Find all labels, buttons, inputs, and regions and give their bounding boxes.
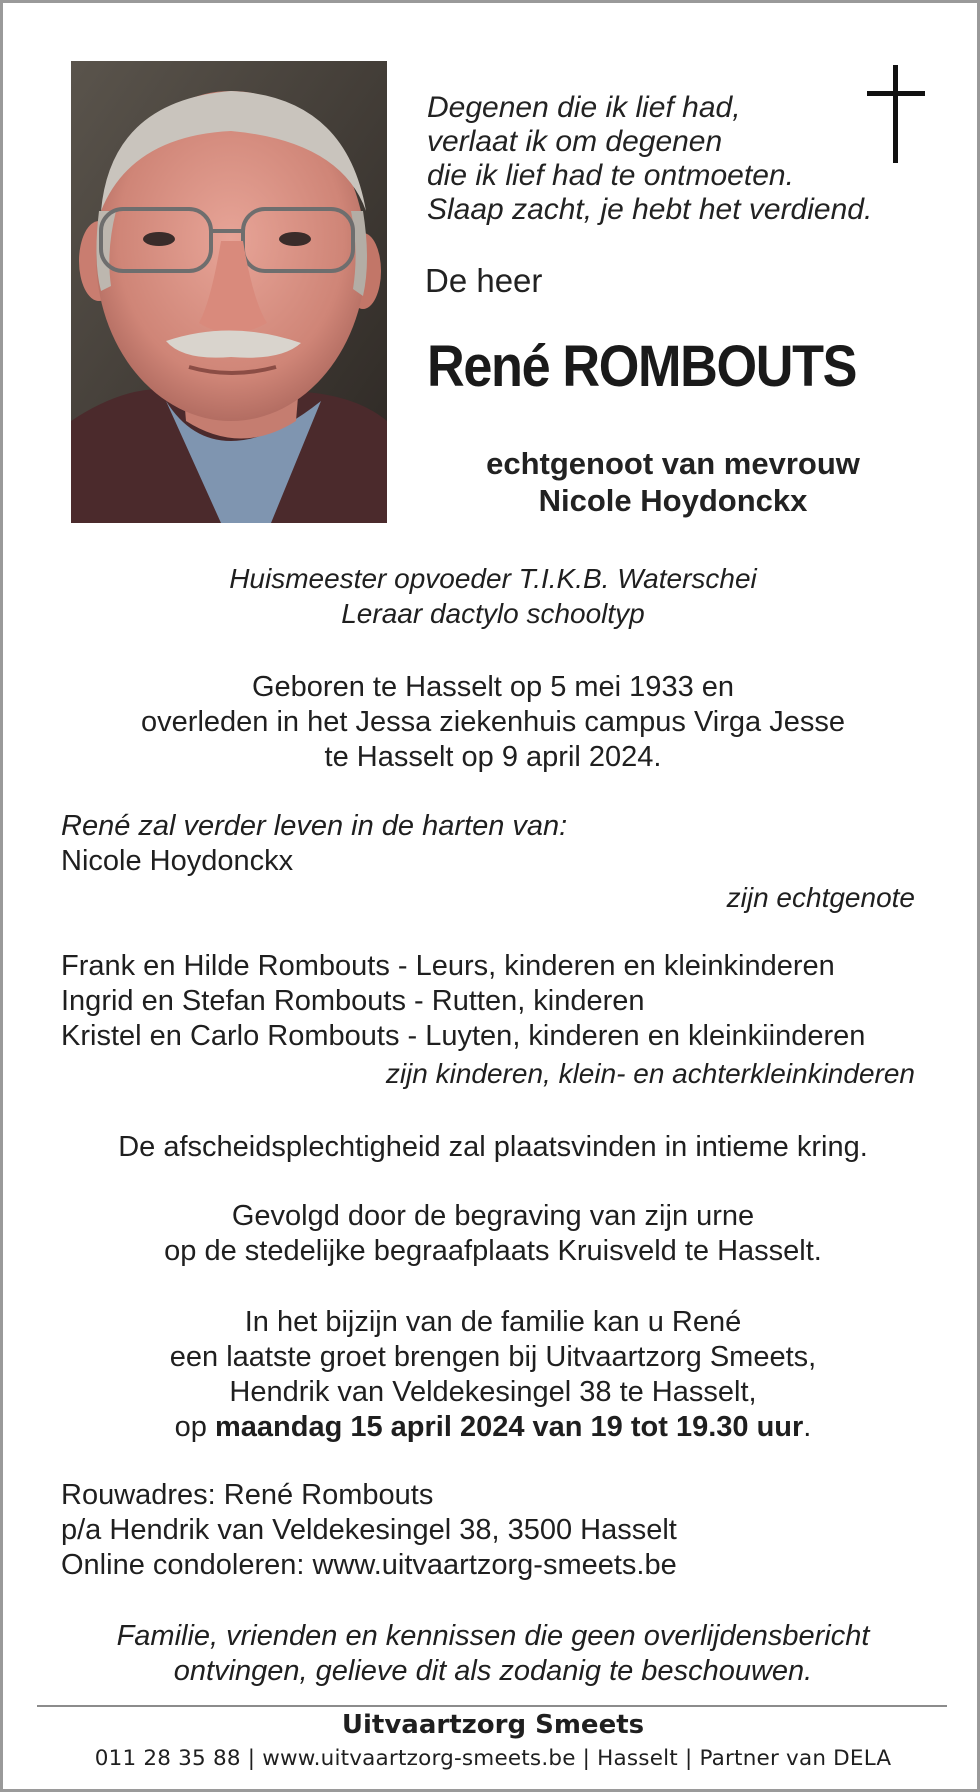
spouse-mention bbox=[403, 445, 943, 519]
survivor-spouse-role: zijn echtgenote bbox=[726, 882, 915, 913]
poem-line: die ik lief had te ontmoeten. bbox=[427, 159, 794, 192]
visitation-datetime: maandag 15 april 2024 van 19 tot 19.30 uur bbox=[214, 1411, 804, 1443]
survivor-spouse-name: Nicole Hoydonckx bbox=[61, 845, 294, 877]
burial-line: Gevolgd door de begraving van zijn urne bbox=[231, 1200, 755, 1232]
spouse-line: echtgenoot van mevrouw bbox=[486, 446, 860, 481]
honorific: De heer bbox=[425, 262, 543, 299]
child-family: Kristel en Carlo Rombouts - Luyten, kinderen en kleinkiinderen bbox=[61, 1020, 866, 1052]
birth-death-info bbox=[43, 670, 943, 775]
visitation-datetime-line bbox=[43, 1410, 943, 1445]
burial-line: op de stedelijke begraafplaats Kruisveld te Hasselt. bbox=[164, 1235, 822, 1267]
portrait-image bbox=[71, 61, 387, 523]
funeral-home-name: Uitvaartzorg Smeets bbox=[341, 1710, 645, 1740]
spouse-name: Nicole Hoydonckx bbox=[538, 483, 808, 518]
visitation-line: een laatste groet brengen bij Uitvaartzorg Smeets, bbox=[169, 1341, 817, 1373]
birth-death-line: te Hasselt op 9 april 2024. bbox=[324, 741, 662, 773]
poem-line: Degenen die ik lief had, bbox=[427, 91, 741, 124]
notice bbox=[43, 1619, 943, 1689]
address-line: Online condoleren: www.uitvaartzorg-smeets.be bbox=[61, 1549, 677, 1581]
visitation-suffix: . bbox=[803, 1411, 812, 1443]
children-list bbox=[61, 949, 921, 1054]
funeral-home-contact: 011 28 35 88 | www.uitvaartzorg-smeets.be | Hasselt | Partner van DELA bbox=[94, 1746, 892, 1771]
notice-line: ontvingen, gelieve dit als zodanig te beschouwen. bbox=[173, 1655, 813, 1687]
burial-info bbox=[43, 1199, 943, 1269]
address-line: Rouwadres: René Rombouts bbox=[61, 1479, 434, 1511]
ceremony-info: De afscheidsplechtigheid zal plaatsvinden in intieme kring. bbox=[118, 1131, 868, 1163]
occupation-line: Leraar dactylo schooltyp bbox=[341, 598, 645, 629]
occupation-line: Huismeester opvoeder T.I.K.B. Waterschei bbox=[229, 563, 757, 594]
deceased-name: René ROMBOUTS bbox=[427, 334, 857, 399]
poem bbox=[427, 91, 947, 227]
occupations bbox=[43, 561, 943, 631]
birth-death-line: Geboren te Hasselt op 5 mei 1933 en bbox=[251, 671, 735, 703]
visitation-info bbox=[43, 1305, 943, 1445]
birth-death-line: overleden in het Jessa ziekenhuis campus Virga Jesse bbox=[141, 706, 845, 738]
child-family: Ingrid en Stefan Rombouts - Rutten, kinderen bbox=[61, 985, 645, 1017]
children-role: zijn kinderen, klein- en achterkleinkinderen bbox=[385, 1058, 915, 1089]
footer-divider bbox=[37, 1705, 947, 1707]
child-family: Frank en Hilde Rombouts - Leurs, kinderen en kleinkinderen bbox=[61, 950, 835, 982]
poem-line: verlaat ik om degenen bbox=[427, 125, 723, 158]
visitation-line: Hendrik van Veldekesingel 38 te Hasselt, bbox=[229, 1376, 757, 1408]
visitation-prefix: op bbox=[174, 1411, 215, 1443]
address-line: p/a Hendrik van Veldekesingel 38, 3500 Hasselt bbox=[61, 1514, 677, 1546]
visitation-line: In het bijzijn van de familie kan u René bbox=[244, 1306, 742, 1338]
survivors-intro: René zal verder leven in de harten van: bbox=[61, 810, 568, 842]
mourning-address bbox=[61, 1478, 921, 1583]
poem-line: Slaap zacht, je hebt het verdiend. bbox=[427, 193, 873, 226]
notice-line: Familie, vrienden en kennissen die geen overlijdensbericht bbox=[116, 1620, 870, 1652]
portrait-photo bbox=[71, 61, 387, 523]
